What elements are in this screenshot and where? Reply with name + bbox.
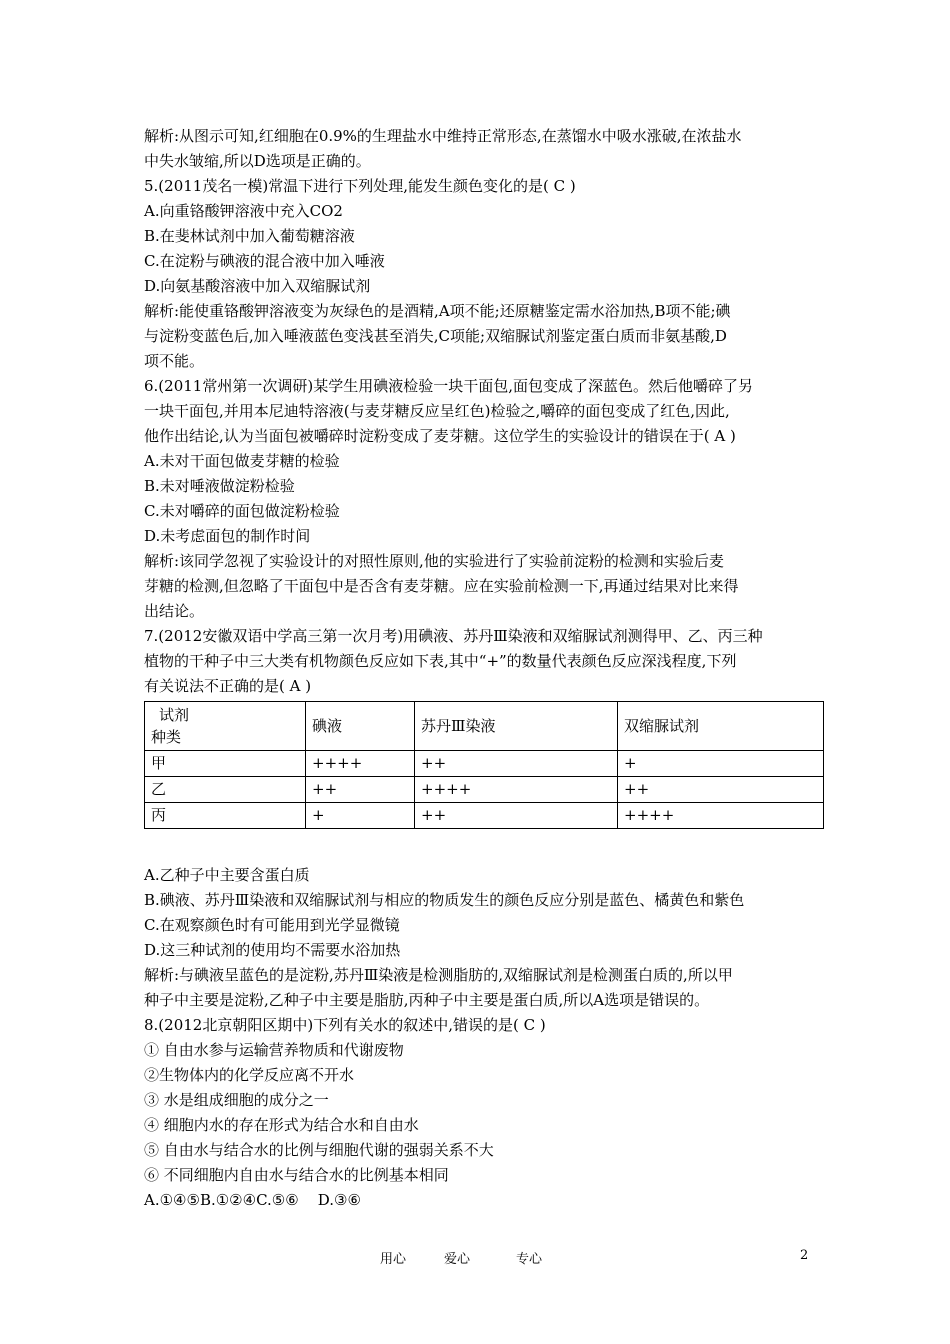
statement-line: ⑥ 不同细胞内自由水与结合水的比例基本相同 [144, 1166, 449, 1184]
table-row-label: 乙 [145, 777, 306, 803]
table-cell: ++ [415, 803, 618, 829]
option-line: A.向重铬酸钾溶液中充入CO2 [144, 202, 343, 220]
table-row-label: 甲 [145, 751, 306, 777]
text-line: 解析:从图示可知,红细胞在0.9%的生理盐水中维持正常形态,在蒸馏水中吸水涨破,在浓盐水 [144, 127, 742, 145]
text-line: 解析:与碘液呈蓝色的是淀粉,苏丹Ⅲ染液是检测脂肪的,双缩脲试剂是检测蛋白质的,所以甲 [144, 966, 733, 984]
answer-options: A.①④⑤B.①②④C.⑤⑥ D.③⑥ [144, 1191, 361, 1209]
table-header-cell: 双缩脲试剂 [618, 702, 824, 751]
text-line: 中失水皱缩,所以D选项是正确的。 [144, 152, 371, 170]
text-line: 种子中主要是淀粉,乙种子中主要是脂肪,丙种子中主要是蛋白质,所以A选项是错误的。 [144, 991, 710, 1009]
table-header-cell: 苏丹Ⅲ染液 [415, 702, 618, 751]
footer-text: 用心 [380, 1252, 407, 1267]
table-row [145, 777, 824, 803]
option-line: D.未考虑面包的制作时间 [144, 527, 311, 545]
statement-line: ③ 水是组成细胞的成分之一 [144, 1091, 329, 1109]
text-line: 植物的干种子中三大类有机物颜色反应如下表,其中“+”的数量代表颜色反应深浅程度,下列 [144, 652, 737, 670]
option-line: A.未对干面包做麦芽糖的检验 [144, 452, 340, 470]
statement-line: ① 自由水参与运输营养物质和代谢废物 [144, 1041, 404, 1059]
question-6: 6.(2011常州第一次调研)某学生用碘液检验一块干面包,面包变成了深蓝色。然后他嚼碎了另 [144, 377, 753, 395]
table-corner-cell [145, 702, 306, 751]
footer-text: 爱心 [444, 1252, 471, 1267]
text-line: 解析:能使重铬酸钾溶液变为灰绿色的是酒精,A项不能;还原糖鉴定需水浴加热,B项不能;碘 [144, 302, 731, 320]
question-7: 7.(2012安徽双语中学高三第一次月考)用碘液、苏丹Ⅲ染液和双缩脲试剂测得甲、乙、丙三种 [144, 627, 763, 645]
text-line: 有关说法不正确的是( A ) [144, 677, 312, 695]
page-content [144, 124, 816, 1213]
table-cell: ++ [618, 777, 824, 803]
table-cell: ++++ [415, 777, 618, 803]
reagent-table [144, 701, 824, 829]
option-line: B.碘液、苏丹Ⅲ染液和双缩脲试剂与相应的物质发生的颜色反应分别是蓝色、橘黄色和紫色 [144, 891, 745, 909]
option-line: C.在淀粉与碘液的混合液中加入唾液 [144, 252, 385, 270]
corner-bottom-label: 种类 [151, 728, 182, 746]
table-cell: ++++ [306, 751, 415, 777]
text-line: 与淀粉变蓝色后,加入唾液蓝色变浅甚至消失,C项能;双缩脲试剂鉴定蛋白质而非氨基酸,D [144, 327, 727, 345]
option-line: D.这三种试剂的使用均不需要水浴加热 [144, 941, 401, 959]
option-line: D.向氨基酸溶液中加入双缩脲试剂 [144, 277, 371, 295]
option-line: C.未对嚼碎的面包做淀粉检验 [144, 502, 340, 520]
corner-top-label: 试剂 [159, 706, 190, 724]
statement-line: ②生物体内的化学反应离不开水 [144, 1066, 355, 1084]
table-cell: + [618, 751, 824, 777]
table-row-label: 丙 [145, 803, 306, 829]
table-header-row [145, 702, 824, 751]
table-row [145, 751, 824, 777]
text-line: 解析:该同学忽视了实验设计的对照性原则,他的实验进行了实验前淀粉的检测和实验后麦 [144, 552, 724, 570]
question-8: 8.(2012北京朝阳区期中)下列有关水的叙述中,错误的是( C ) [144, 1016, 546, 1034]
statement-line: ④ 细胞内水的存在形式为结合水和自由水 [144, 1116, 419, 1134]
footer-text: 专心 [516, 1252, 543, 1267]
option-line: B.在斐林试剂中加入葡萄糖溶液 [144, 227, 355, 245]
option-line: B.未对唾液做淀粉检验 [144, 477, 295, 495]
table-cell: ++++ [618, 803, 824, 829]
text-line: 芽糖的检测,但忽略了干面包中是否含有麦芽糖。应在实验前检测一下,再通过结果对比来得 [144, 577, 739, 595]
option-line: C.在观察颜色时有可能用到光学显微镜 [144, 916, 400, 934]
table-cell: ++ [415, 751, 618, 777]
option-line: A.乙种子中主要含蛋白质 [144, 866, 310, 884]
question-5: 5.(2011茂名一模)常温下进行下列处理,能发生颜色变化的是( C ) [144, 177, 576, 195]
text-line: 项不能。 [144, 352, 205, 370]
table-cell: + [306, 803, 415, 829]
table-row [145, 803, 824, 829]
table-cell: ++ [306, 777, 415, 803]
table-header-cell: 碘液 [306, 702, 415, 751]
page-number: 2 [800, 1248, 809, 1263]
text-line: 出结论。 [144, 602, 205, 620]
text-line: 他作出结论,认为当面包被嚼碎时淀粉变成了麦芽糖。这位学生的实验设计的错误在于( A ) [144, 427, 736, 445]
text-line: 一块干面包,并用本尼迪特溶液(与麦芽糖反应呈红色)检验之,嚼碎的面包变成了红色,因此, [144, 402, 730, 420]
statement-line: ⑤ 自由水与结合水的比例与细胞代谢的强弱关系不大 [144, 1141, 494, 1159]
